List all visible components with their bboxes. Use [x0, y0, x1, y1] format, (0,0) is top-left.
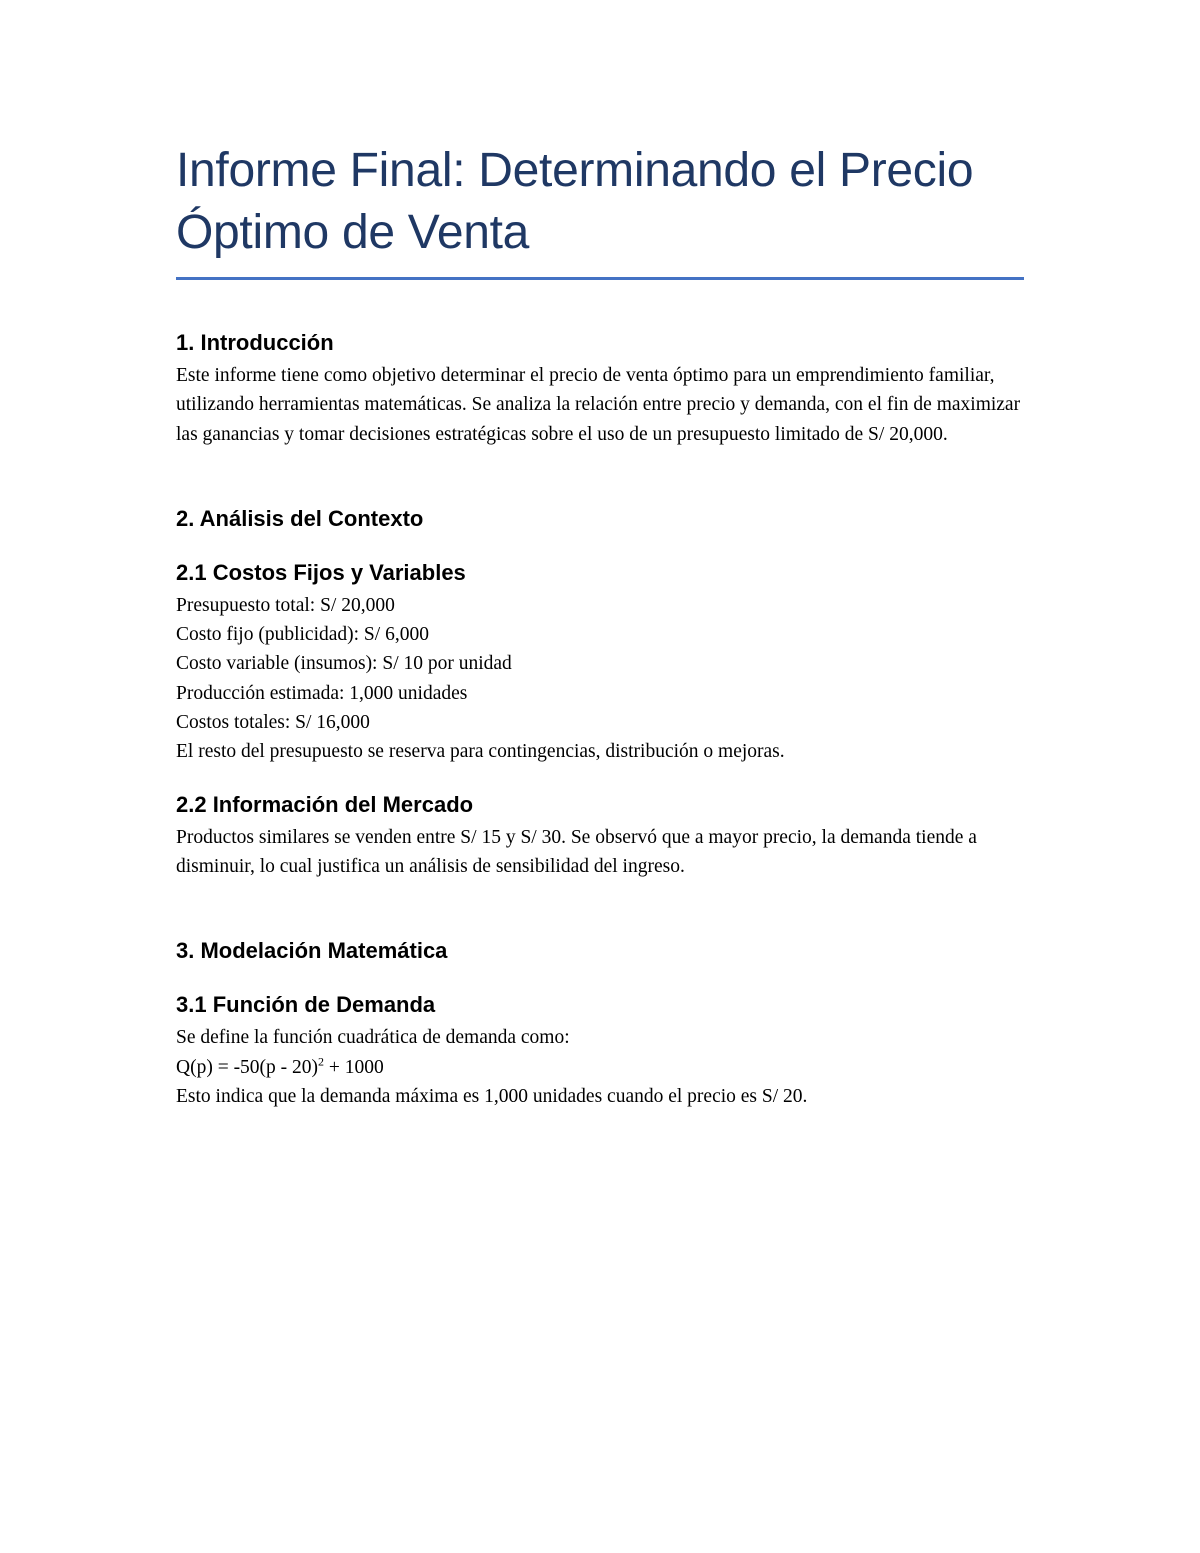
cost-line-produccion: Producción estimada: 1,000 unidades [176, 682, 468, 704]
subsection-heading-mercado: 2.2 Información del Mercado [176, 791, 474, 817]
subsection-heading-funcion-demanda: 3.1 Función de Demanda [176, 992, 436, 1018]
section-heading-introduccion: 1. Introducción [176, 330, 334, 355]
section-heading-analisis-contexto: 2. Análisis del Contexto [176, 505, 424, 531]
subsection-heading-costos: 2.1 Costos Fijos y Variables [176, 559, 466, 585]
cost-line-costo-fijo: Costo fijo (publicidad): S/ 6,000 [176, 624, 429, 646]
costs-list [176, 591, 1024, 767]
intro-paragraph: Este informe tiene como objetivo determinar el precio de venta óptimo para un emprendimiento familiar, utilizando herramientas matemáticas. Se analiza la relación entre precio y demanda, con el fin de maximizar las ganancias y tomar decisiones estratégicas sobre el uso de un presupuesto limitado de S/ 20,000. [176, 365, 1021, 445]
cost-line-costos-totales: Costos totales: S/ 16,000 [176, 712, 370, 734]
formula-base: Q(p) = -50(p - 20) [176, 1056, 319, 1078]
cost-line-presupuesto: Presupuesto total: S/ 20,000 [176, 594, 395, 616]
formula-exponent: 2 [318, 1054, 325, 1069]
market-paragraph: Productos similares se venden entre S/ 15 y S/ 30. Se observó que a mayor precio, la demanda tiende a disminuir, lo cual justifica un análisis de sensibilidad del ingreso. [176, 826, 977, 877]
title-underline [176, 277, 1024, 280]
cost-line-costo-variable: Costo variable (insumos): S/ 10 por unidad [176, 653, 512, 675]
document-body [176, 140, 1024, 1111]
section-heading-modelacion: 3. Modelación Matemática [176, 938, 448, 964]
demand-intro: Se define la función cuadrática de demanda como: [176, 1027, 570, 1049]
demand-conclusion: Esto indica que la demanda máxima es 1,000 unidades cuando el precio es S/ 20. [176, 1085, 808, 1107]
cost-line-resto: El resto del presupuesto se reserva para contingencias, distribución o mejoras. [176, 741, 785, 763]
demand-formula [176, 1053, 1024, 1082]
document-title: Informe Final: Determinando el Precio Óptimo de Venta [176, 144, 974, 259]
formula-constant: + 1000 [324, 1056, 384, 1078]
demand-block [176, 1023, 1024, 1111]
